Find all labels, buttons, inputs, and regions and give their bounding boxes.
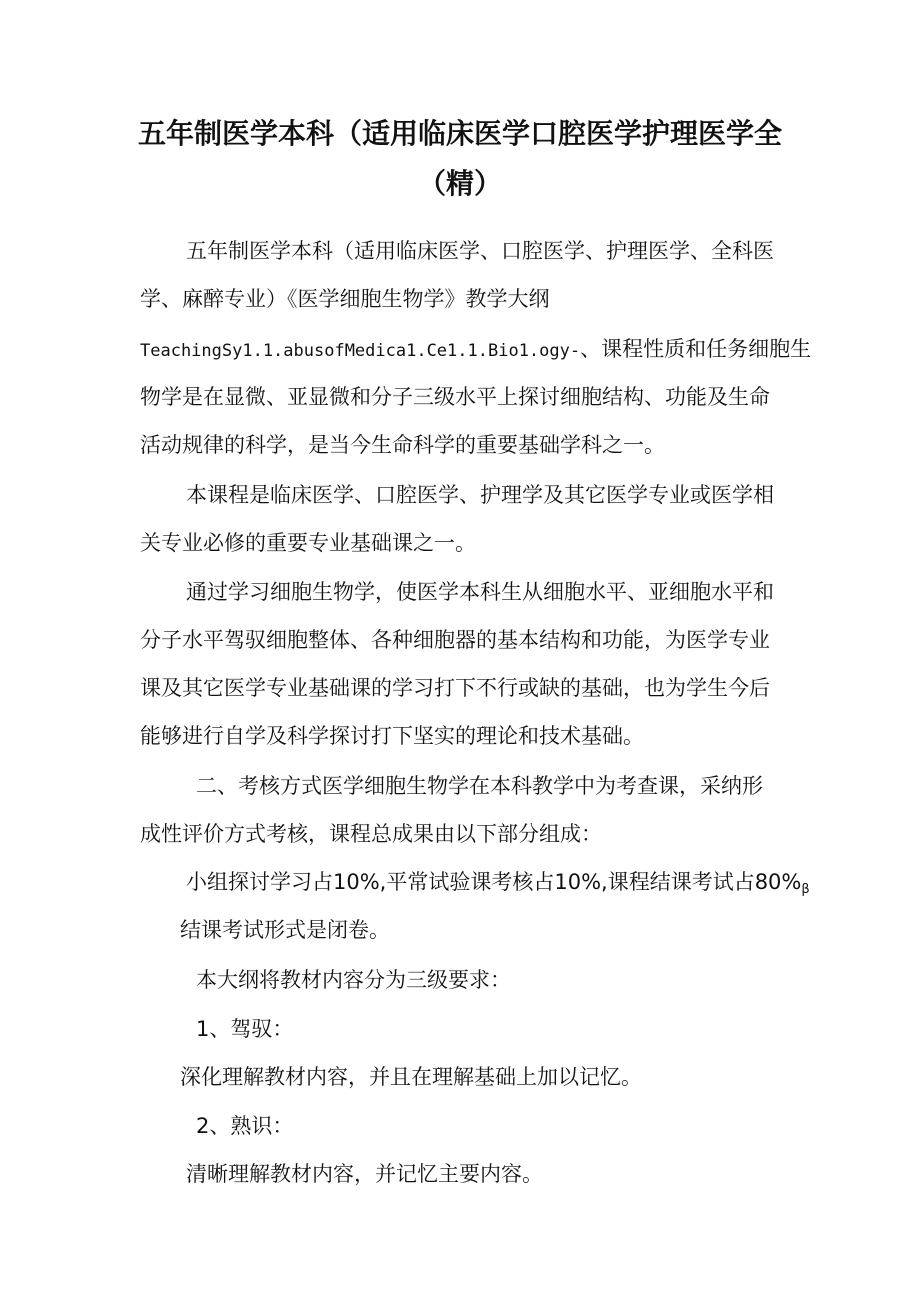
level-1-heading: 1、驾驭：	[196, 1017, 294, 1041]
english-course-title: TeachingSy1.1.abusofMedica1.Ce1.1.Bio1.ogy-	[140, 341, 581, 361]
exam-format: 结课考试形式是闭卷。	[180, 918, 390, 942]
paragraph-1-line-1: 五年制医学本科（适用临床医学、口腔医学、护理医学、全科医	[186, 239, 774, 263]
paragraph-3-line-1: 本课程是临床医学、口腔医学、护理学及其它医学专业或医学相	[186, 483, 774, 507]
assessment-breakdown-text: 小组探讨学习占10%,平常试验课考核占10%,课程结课考试占80%	[186, 870, 802, 894]
paragraph-2-line-2: 物学是在显微、亚显微和分子三级水平上探讨细胞结构、功能及生命	[140, 385, 770, 409]
paragraph-2-line-3: 活动规律的科学，是当今生命科学的重要基础学科之一。	[140, 433, 665, 457]
level-1-description: 深化理解教材内容，并且在理解基础上加以记忆。	[180, 1065, 642, 1089]
requirement-levels-intro: 本大纲将教材内容分为三级要求：	[196, 968, 511, 992]
paragraph-5-line-1: 二、考核方式医学细胞生物学在本科教学中为考查课，采纳形	[196, 774, 763, 798]
level-2-description: 清晰理解教材内容，并记忆主要内容。	[186, 1162, 543, 1186]
paragraph-3-line-2: 关专业必修的重要专业基础课之一。	[140, 531, 476, 555]
paragraph-1-line-2: 学、麻醉专业）《医学细胞生物学》教学大纲	[140, 287, 550, 311]
paragraph-4-line-1: 通过学习细胞生物学，使医学本科生从细胞水平、亚细胞水平和	[186, 580, 774, 604]
level-2-heading: 2、熟识：	[196, 1114, 294, 1138]
section-one-heading: 、课程性质和任务细胞生	[580, 337, 812, 361]
paragraph-2-line-1	[140, 334, 811, 366]
paragraph-4-line-3: 课及其它医学专业基础课的学习打下不行或缺的基础，也为学生今后	[140, 676, 770, 700]
document-title-line-1: 五年制医学本科（适用临床医学口腔医学护理医学全	[137, 117, 782, 150]
paragraph-4-line-4: 能够进行自学及科学探讨打下坚实的理论和技术基础。	[140, 724, 644, 748]
document-title-line-2: （精）	[417, 167, 502, 200]
assessment-breakdown-mark: β	[801, 882, 810, 897]
paragraph-5-line-2: 成性评价方式考核，课程总成果由以下部分组成：	[140, 822, 602, 846]
assessment-breakdown	[186, 867, 810, 905]
paragraph-4-line-2: 分子水平驾驭细胞整体、各种细胞器的基本结构和功能，为医学专业	[140, 628, 770, 652]
